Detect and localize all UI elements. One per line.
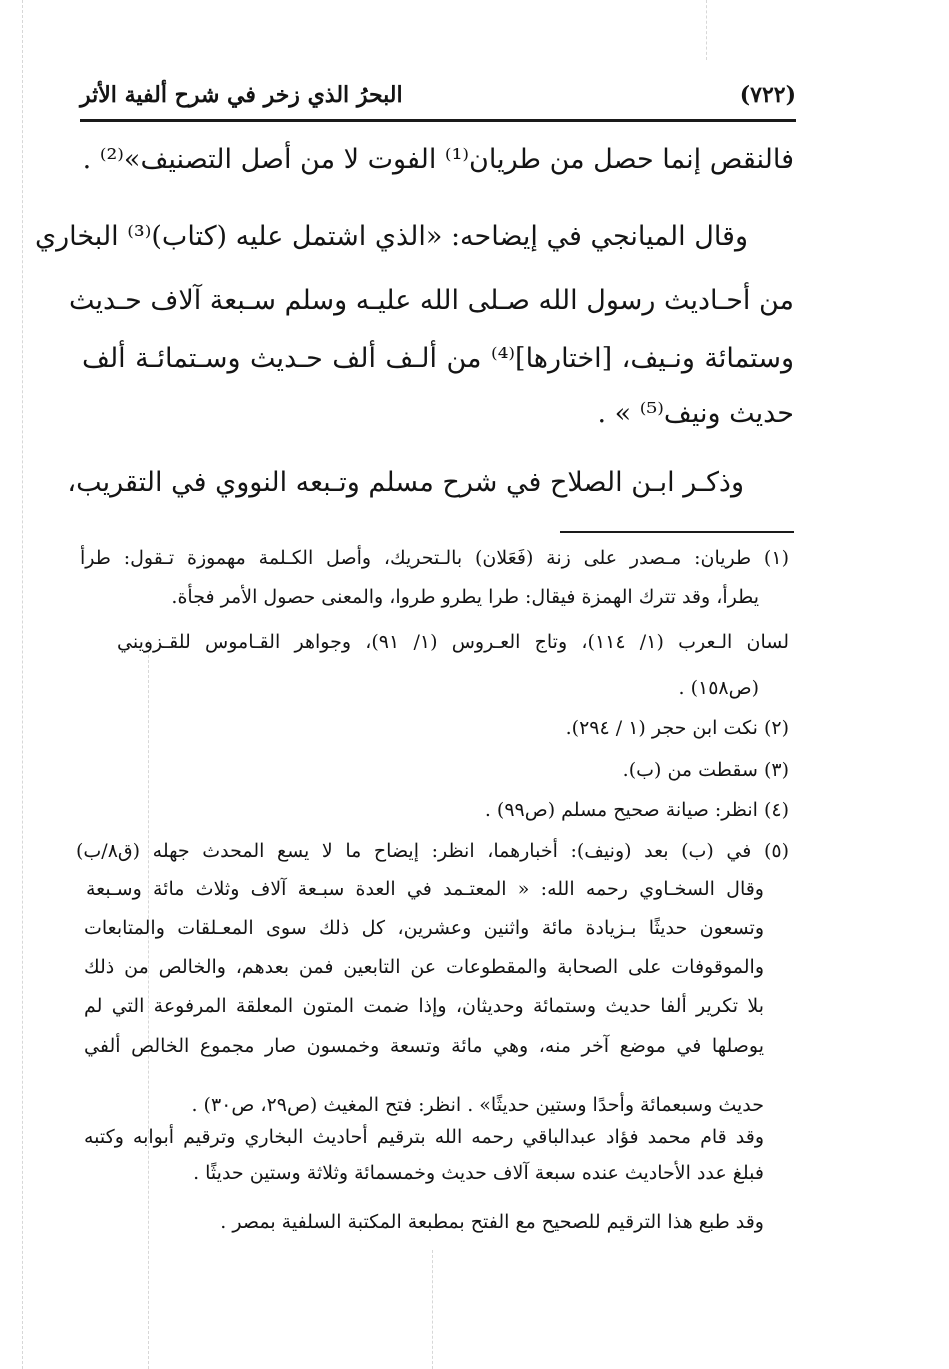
page-header bbox=[80, 82, 796, 114]
footnote-line: (ص١٥٨) . bbox=[678, 677, 759, 699]
footnote-line: فبلغ عدد الأحاديث عنده سبعة آلاف حديث وخمسمائة وثلاثة وستين حديثًا . bbox=[193, 1162, 764, 1184]
scan-artifact-line bbox=[22, 0, 23, 1369]
footnote-line: وتسعون حديثًا بـزيادة مائة واثنين وعشرين، كل ذلك سوى المعـلقات والمتابعات bbox=[84, 917, 764, 939]
footnote-line: يوصلها في موضع آخر منه، وهي مائة وتسعة وخمسون صار مجموع الخالص ألفي bbox=[84, 1035, 764, 1057]
page-number: (٧٢٢) bbox=[739, 82, 796, 108]
footnote-line: (٢) نكت ابن حجر (١ / ٢٩٤). bbox=[565, 717, 789, 739]
footnote-separator bbox=[560, 531, 794, 533]
body-line: وقال الميانجي في إيضاحه: «الذي اشتمل عليه (كتاب)⁽³⁾ البخاري bbox=[34, 221, 748, 252]
footnote-line: (٤) انظر: صيانة صحيح مسلم (ص٩٩) . bbox=[484, 799, 789, 821]
footnote-line: والموقوفات على الصحابة والمقطوعات عن التابعين فمن بعدهم، والخالص من ذلك bbox=[84, 956, 764, 978]
footnote-line: وقد قام محمد فؤاد عبدالباقي رحمه الله بترقيم أحاديث البخاري وترقيم أبوابه وكتبه bbox=[84, 1126, 764, 1148]
footnote-line: لسان الـعرب (١/ ١١٤)، وتاج العـروس (١/ ٩١)، وجواهر القـاموس للقـزويني bbox=[117, 631, 789, 653]
footnote-line: (٥) في (ب) بعد (ونيف): أخبارهما، انظر: إيضاح ما لا يسع المحدث جهله (ق٨/ب) bbox=[76, 840, 789, 862]
footnote-line: حديث وسبعمائة وأحدًا وستين حديثًا» . انظر: فتح المغيث (ص٢٩، ص٣٠) . bbox=[191, 1094, 764, 1116]
body-line: وستمائة ونـيف، [اختارها]⁽⁴⁾ من ألـف ألف حـديث وسـتمائـة ألف bbox=[82, 343, 794, 374]
body-line: فالنقص إنما حصل من طريان⁽¹⁾ الفوت لا من أصل التصنيف»⁽²⁾ . bbox=[82, 144, 794, 175]
scan-artifact-line bbox=[432, 1250, 433, 1369]
header-rule bbox=[80, 119, 796, 122]
running-title: البحرُ الذي زخر في شرح ألفية الأثر bbox=[80, 82, 403, 108]
footnote-line: بلا تكرير ألفا حديث وستمائة وحديثان، وإذا ضمت المتون المعلقة المرفوعة التي لم bbox=[84, 995, 764, 1017]
footnote-line: (١) طريان: مـصدر على زنة (فَعَلان) بالـتحريك، وأصل الكـلمة مهموزة تـقول: طرأ bbox=[80, 547, 789, 569]
body-line: حديث ونيف⁽⁵⁾ » . bbox=[597, 398, 794, 429]
body-line: وذكـر ابـن الصلاح في شرح مسلم وتـبعه النووي في التقريب، bbox=[67, 467, 744, 498]
scan-artifact-line bbox=[706, 0, 707, 60]
footnote-line: وقد طبع هذا الترقيم للصحيح مع الفتح بمطبعة المكتبة السلفية بمصر . bbox=[220, 1211, 764, 1233]
footnote-line: (٣) سقطت من (ب). bbox=[622, 759, 789, 781]
body-line: من أحـاديث رسول الله صـلى الله عليـه وسلم سـبعة آلاف حـديث bbox=[68, 285, 794, 316]
footnote-line: يطرأ، وقد تترك الهمزة فيقال: طرا يطرو طروا، والمعنى حصول الأمر فجأة. bbox=[171, 586, 759, 608]
footnote-line: وقال السخـاوي رحمه الله: « المعتـمد في العدة سبـعة آلاف وثلاث مائة وسـبعة bbox=[86, 878, 764, 900]
